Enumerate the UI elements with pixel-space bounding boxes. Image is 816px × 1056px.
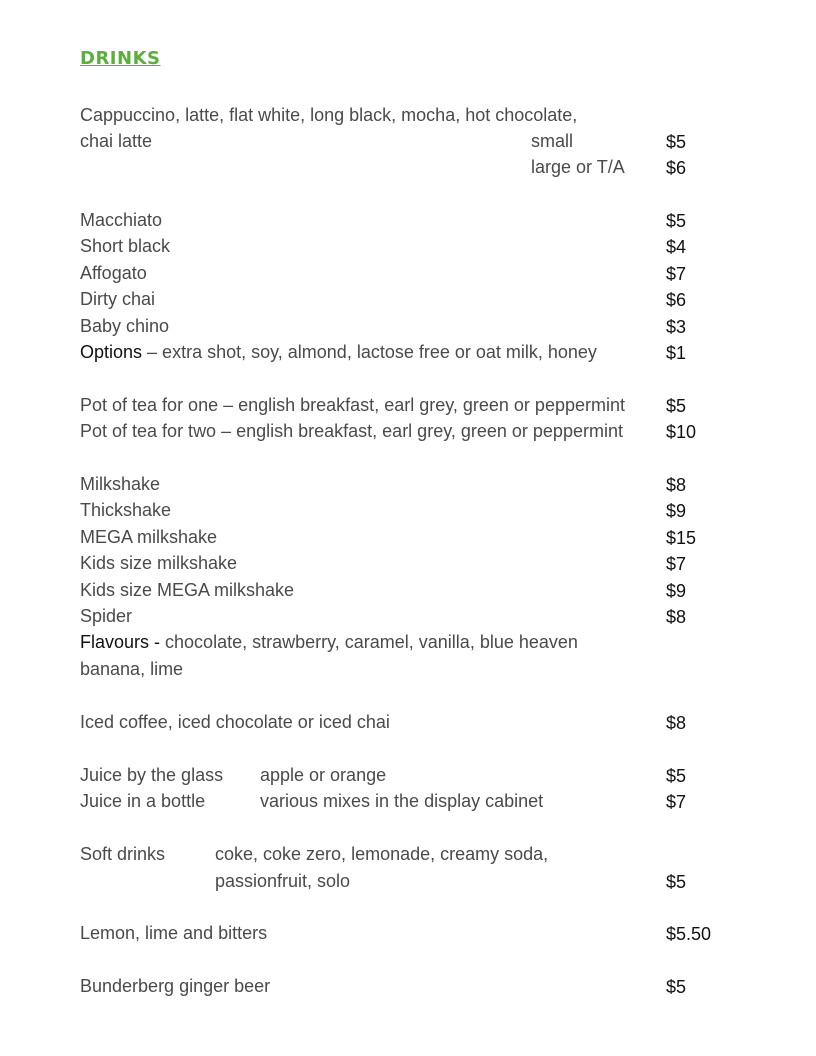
item-price: $6 — [666, 290, 687, 310]
item-price: $5 — [666, 211, 687, 231]
list-item: Thickshake — [80, 500, 172, 520]
item-price: $7 — [666, 792, 687, 812]
item-price: $15 — [666, 528, 697, 548]
options-text: – extra shot, soy, almond, lactose free or oat milk, honey — [142, 342, 597, 362]
juice-name: Juice by the glass — [80, 765, 224, 785]
item-price: $8 — [666, 607, 687, 627]
juice-name: Juice in a bottle — [80, 791, 206, 811]
flavours-label: Flavours - — [80, 632, 166, 652]
item-price: $7 — [666, 554, 687, 574]
item-price: $3 — [666, 317, 687, 337]
juice-desc: apple or orange — [260, 765, 387, 785]
flavours-text: chocolate, strawberry, caramel, vanilla, blue heaven — [165, 632, 578, 652]
coffee-line-2: chai latte — [80, 131, 153, 151]
options-line — [80, 341, 597, 363]
small-label: small — [531, 131, 574, 151]
soft-line-2: passionfruit, solo — [215, 871, 351, 891]
list-item: Affogato — [80, 263, 147, 283]
list-item: Baby chino — [80, 316, 170, 336]
list-item: Bunderberg ginger beer — [80, 976, 271, 996]
large-label: large or T/A — [531, 157, 625, 177]
item-price: $10 — [666, 422, 697, 442]
item-price: $9 — [666, 501, 687, 521]
item-price: $9 — [666, 581, 687, 601]
flavours-line — [80, 631, 578, 653]
page-title: DRINKS — [80, 48, 161, 69]
item-price: $4 — [666, 237, 687, 257]
list-item: Dirty chai — [80, 289, 156, 309]
item-price: $7 — [666, 264, 687, 284]
item-price: $5 — [666, 396, 687, 416]
list-item: MEGA milkshake — [80, 527, 218, 547]
list-item: Milkshake — [80, 474, 161, 494]
small-price: $5 — [666, 132, 687, 152]
item-price: $5 — [666, 977, 687, 997]
list-item: Macchiato — [80, 210, 163, 230]
options-price: $1 — [666, 343, 687, 363]
soft-name: Soft drinks — [80, 844, 166, 864]
soft-line-1: coke, coke zero, lemonade, creamy soda, — [215, 844, 549, 864]
item-price: $5 — [666, 766, 687, 786]
large-price: $6 — [666, 158, 687, 178]
list-item: Spider — [80, 606, 133, 626]
flavours-line-2: banana, lime — [80, 659, 184, 679]
coffee-line-1: Cappuccino, latte, flat white, long black, mocha, hot chocolate, — [80, 105, 578, 125]
item-price: $5 — [666, 872, 687, 892]
list-item: Kids size MEGA milkshake — [80, 580, 295, 600]
list-item: Iced coffee, iced chocolate or iced chai — [80, 712, 390, 732]
juice-desc: various mixes in the display cabinet — [260, 791, 544, 811]
list-item: Kids size milkshake — [80, 553, 238, 573]
list-item: Pot of tea for one – english breakfast, earl grey, green or peppermint — [80, 395, 625, 415]
list-item: Pot of tea for two – english breakfast, earl grey, green or peppermint — [80, 421, 623, 441]
item-price: $5.50 — [666, 924, 712, 944]
list-item: Short black — [80, 236, 171, 256]
item-price: $8 — [666, 475, 687, 495]
item-price: $8 — [666, 713, 687, 733]
list-item: Lemon, lime and bitters — [80, 923, 268, 943]
options-label: Options — [80, 342, 143, 362]
